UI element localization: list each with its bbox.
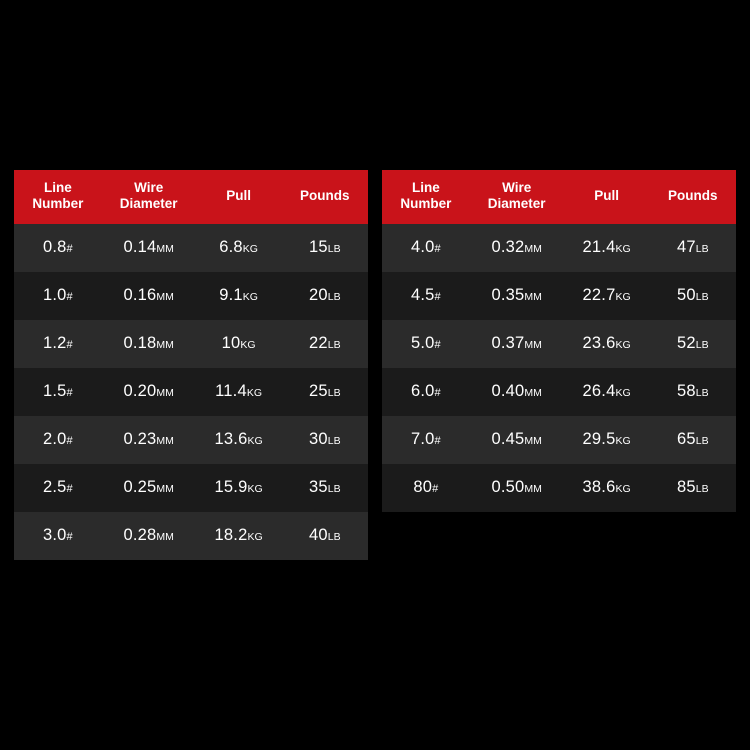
cell-pounds [282, 320, 368, 368]
header-row [14, 170, 368, 224]
cell-empty [650, 512, 736, 560]
unit-mm: MM [524, 435, 542, 448]
cell-pull [196, 368, 282, 416]
unit-lb: LB [695, 483, 709, 496]
cell-pull [196, 272, 282, 320]
unit-kg: KG [615, 243, 631, 256]
value: 1.5 [42, 382, 67, 401]
unit-lb: LB [695, 339, 709, 352]
value: 0.40 [491, 382, 525, 401]
value: 38.6 [582, 478, 616, 497]
unit-kg: KG [615, 339, 631, 352]
header-line-2: Number [32, 196, 84, 212]
value: 4.5 [410, 286, 435, 305]
value: 0.20 [123, 382, 157, 401]
unit-lb: LB [695, 243, 709, 256]
column-header-pull [196, 170, 282, 224]
cell-line-number [382, 224, 470, 272]
value: 22.7 [582, 286, 616, 305]
value: 80 [413, 478, 433, 497]
unit-lb: LB [327, 291, 341, 304]
unit-kg: KG [246, 387, 263, 400]
value: 15.9 [214, 478, 248, 497]
cell-diameter [102, 272, 196, 320]
unit-mm: MM [156, 291, 174, 304]
cell-line-number [14, 368, 102, 416]
value: 0.14 [123, 238, 157, 257]
unit-hash: # [434, 243, 441, 256]
cell-diameter [470, 272, 564, 320]
table-row [382, 464, 736, 512]
table-row [382, 224, 736, 272]
unit-mm: MM [156, 483, 174, 496]
cell-pull [564, 368, 650, 416]
value: 9.1 [219, 286, 243, 305]
header-line-2: Diameter [119, 196, 178, 212]
value: 0.32 [491, 238, 525, 257]
unit-kg: KG [615, 291, 631, 304]
cell-empty [470, 512, 564, 560]
unit-lb: LB [695, 387, 709, 400]
cell-diameter [102, 416, 196, 464]
cell-pounds [650, 224, 736, 272]
table-row [382, 320, 736, 368]
table-row-empty [382, 512, 736, 560]
value: 4.0 [410, 238, 435, 257]
value: 23.6 [582, 334, 616, 353]
cell-line-number [382, 368, 470, 416]
value: 6.0 [410, 382, 435, 401]
value: 15 [308, 238, 328, 257]
value: 0.45 [491, 430, 525, 449]
cell-pull [564, 272, 650, 320]
value: 65 [676, 430, 696, 449]
unit-lb: LB [327, 339, 341, 352]
column-header-pull [564, 170, 650, 224]
cell-empty [382, 512, 470, 560]
unit-mm: MM [156, 387, 174, 400]
value: 20 [308, 286, 328, 305]
value: 1.0 [42, 286, 67, 305]
cell-pull [196, 416, 282, 464]
value: 58 [676, 382, 696, 401]
value: 5.0 [410, 334, 435, 353]
cell-diameter [470, 464, 564, 512]
table-row [14, 224, 368, 272]
unit-hash: # [432, 483, 439, 496]
unit-hash: # [66, 435, 73, 448]
header-line-1: Line [44, 180, 72, 195]
cell-pull [564, 320, 650, 368]
unit-mm: MM [156, 531, 174, 544]
unit-hash: # [66, 339, 73, 352]
unit-hash: # [434, 291, 441, 304]
value: 85 [676, 478, 696, 497]
cell-pull [196, 320, 282, 368]
value: 0.23 [123, 430, 157, 449]
cell-pounds [282, 512, 368, 560]
cell-diameter [470, 320, 564, 368]
header-line-2: Diameter [487, 196, 546, 212]
unit-kg: KG [247, 531, 263, 544]
header-line-1: Pounds [300, 188, 350, 204]
unit-lb: LB [327, 531, 341, 544]
unit-lb: LB [695, 435, 709, 448]
table-row [14, 416, 368, 464]
cell-pounds [650, 320, 736, 368]
cell-pull [564, 464, 650, 512]
unit-lb: LB [327, 483, 341, 496]
value: 35 [308, 478, 328, 497]
unit-kg: KG [615, 387, 631, 400]
cell-pounds [282, 224, 368, 272]
value: 2.0 [42, 430, 67, 449]
value: 11.4 [215, 382, 247, 401]
cell-line-number [382, 272, 470, 320]
value: 0.8 [42, 238, 67, 257]
table-row [382, 368, 736, 416]
unit-hash: # [434, 435, 441, 448]
value: 22 [308, 334, 328, 353]
value: 0.16 [123, 286, 157, 305]
value: 0.50 [491, 478, 525, 497]
unit-hash: # [66, 387, 73, 400]
header-row [382, 170, 736, 224]
cell-pounds [282, 368, 368, 416]
header-line-1: Pounds [668, 188, 718, 204]
cell-line-number [14, 416, 102, 464]
value: 40 [308, 526, 328, 545]
unit-mm: MM [524, 483, 542, 496]
cell-diameter [470, 368, 564, 416]
value: 30 [308, 430, 328, 449]
cell-empty [564, 512, 650, 560]
cell-diameter [102, 512, 196, 560]
cell-pounds [650, 368, 736, 416]
value: 2.5 [42, 478, 67, 497]
column-header-line-number [14, 170, 102, 224]
right-table-header [382, 170, 736, 224]
unit-mm: MM [524, 291, 542, 304]
unit-mm: MM [156, 243, 174, 256]
cell-line-number [14, 464, 102, 512]
value: 0.35 [491, 286, 525, 305]
value: 26.4 [582, 382, 616, 401]
cell-line-number [382, 416, 470, 464]
unit-kg: KG [242, 291, 258, 304]
unit-kg: KG [240, 339, 256, 352]
unit-kg: KG [242, 243, 258, 256]
unit-mm: MM [524, 339, 542, 352]
unit-mm: MM [524, 387, 542, 400]
cell-diameter [102, 368, 196, 416]
value: 6.8 [219, 238, 243, 257]
value: 0.18 [123, 334, 157, 353]
cell-diameter [470, 416, 564, 464]
tables-container [14, 170, 736, 560]
value: 52 [676, 334, 696, 353]
value: 50 [676, 286, 696, 305]
cell-pull [564, 224, 650, 272]
cell-pounds [282, 416, 368, 464]
value: 1.2 [42, 334, 67, 353]
table-row [382, 272, 736, 320]
value: 7.0 [410, 430, 435, 449]
unit-hash: # [66, 243, 73, 256]
column-header-line-number [382, 170, 470, 224]
unit-hash: # [434, 387, 441, 400]
value: 13.6 [214, 430, 248, 449]
cell-line-number [382, 320, 470, 368]
header-line-1: Wire [502, 180, 532, 195]
value: 47 [676, 238, 696, 257]
value: 3.0 [42, 526, 67, 545]
header-line-2: Number [400, 196, 452, 212]
cell-pull [564, 416, 650, 464]
unit-lb: LB [327, 387, 341, 400]
column-header-wire-diameter [470, 170, 564, 224]
cell-pounds [650, 272, 736, 320]
value: 21.4 [582, 238, 616, 257]
left-table-body [14, 224, 368, 560]
unit-kg: KG [247, 435, 263, 448]
column-header-pounds [282, 170, 368, 224]
left-table-header [14, 170, 368, 224]
right-table-body [382, 224, 736, 560]
cell-pull [196, 224, 282, 272]
value: 0.28 [123, 526, 157, 545]
cell-diameter [470, 224, 564, 272]
header-line-1: Pull [594, 188, 619, 204]
cell-line-number [14, 320, 102, 368]
cell-pounds [282, 272, 368, 320]
unit-hash: # [66, 291, 73, 304]
unit-hash: # [66, 483, 73, 496]
table-row [382, 416, 736, 464]
cell-line-number [14, 512, 102, 560]
cell-line-number [14, 224, 102, 272]
cell-pounds [650, 464, 736, 512]
table-row [14, 272, 368, 320]
cell-diameter [102, 320, 196, 368]
unit-kg: KG [615, 435, 631, 448]
unit-hash: # [434, 339, 441, 352]
cell-pounds [282, 464, 368, 512]
table-row [14, 464, 368, 512]
unit-kg: KG [247, 483, 263, 496]
header-line-1: Line [412, 180, 440, 195]
unit-lb: LB [327, 435, 341, 448]
cell-pull [196, 512, 282, 560]
table-row [14, 512, 368, 560]
value: 18.2 [214, 526, 248, 545]
table-row [14, 368, 368, 416]
cell-diameter [102, 464, 196, 512]
unit-hash: # [66, 531, 73, 544]
right-spec-table [382, 170, 736, 560]
cell-pounds [650, 416, 736, 464]
value: 29.5 [582, 430, 616, 449]
table-row [14, 320, 368, 368]
value: 25 [308, 382, 328, 401]
header-line-1: Wire [134, 180, 164, 195]
unit-lb: LB [327, 243, 341, 256]
cell-line-number [382, 464, 470, 512]
value: 10 [221, 334, 241, 353]
cell-pull [196, 464, 282, 512]
cell-line-number [14, 272, 102, 320]
unit-lb: LB [695, 291, 709, 304]
value: 0.37 [491, 334, 525, 353]
column-header-wire-diameter [102, 170, 196, 224]
left-spec-table [14, 170, 368, 560]
unit-mm: MM [524, 243, 542, 256]
unit-kg: KG [615, 483, 631, 496]
unit-mm: MM [156, 339, 174, 352]
cell-diameter [102, 224, 196, 272]
column-header-pounds [650, 170, 736, 224]
value: 0.25 [123, 478, 157, 497]
unit-mm: MM [156, 435, 174, 448]
header-line-1: Pull [226, 188, 251, 204]
